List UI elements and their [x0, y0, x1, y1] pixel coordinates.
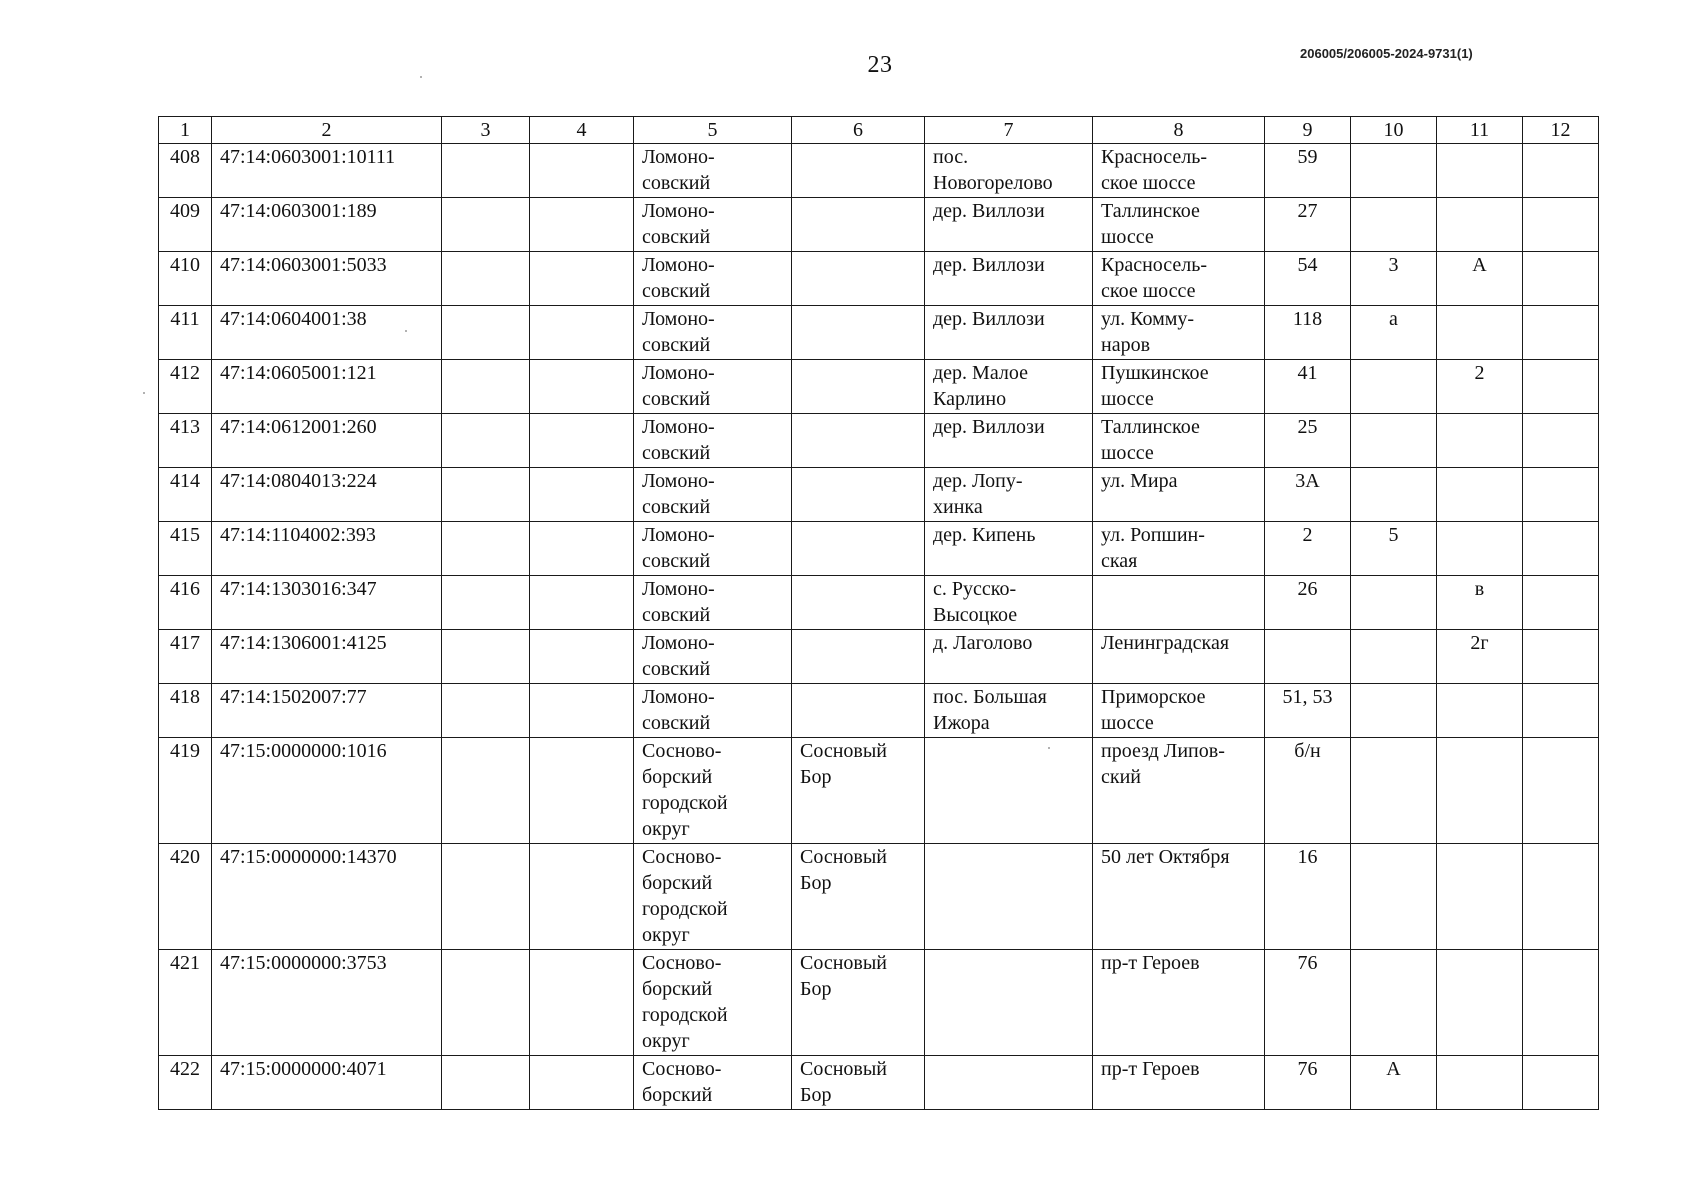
column-4-cell [530, 1056, 634, 1110]
column-header-6: 6 [792, 117, 925, 144]
cell-line: борский [642, 766, 713, 788]
cell-line: Приморское [1101, 686, 1206, 708]
house-number-cell: 76 [1265, 1056, 1351, 1110]
row-number-cell: 420 [159, 844, 212, 950]
column-3-cell [442, 306, 530, 360]
cadastral-number-cell: 47:15:0000000:1016 [212, 738, 442, 844]
cell-line: совский [642, 334, 711, 356]
column-header-11: 11 [1437, 117, 1523, 144]
structure-cell [1437, 414, 1523, 468]
column-header-2: 2 [212, 117, 442, 144]
column-12-cell [1523, 360, 1599, 414]
building-cell: 5 [1351, 522, 1437, 576]
cell-line: Ломоно- [642, 632, 715, 654]
locality-cell [925, 144, 1093, 198]
cell-line: Ломоно- [642, 524, 715, 546]
table-row [159, 1056, 1599, 1110]
table-row [159, 198, 1599, 252]
street-cell [1093, 576, 1265, 630]
street-cell [1093, 360, 1265, 414]
column-3-cell [442, 844, 530, 950]
structure-cell: А [1437, 252, 1523, 306]
locality-cell [925, 360, 1093, 414]
column-12-cell [1523, 306, 1599, 360]
street-cell [1093, 950, 1265, 1056]
municipal-district-cell [634, 630, 792, 684]
street-cell [1093, 1056, 1265, 1110]
building-cell [1351, 198, 1437, 252]
structure-cell [1437, 306, 1523, 360]
column-12-cell [1523, 198, 1599, 252]
cell-line: пос. Большая [933, 686, 1047, 708]
house-number-cell: 59 [1265, 144, 1351, 198]
cell-line: ул. Комму- [1101, 308, 1195, 330]
municipal-district-cell [634, 468, 792, 522]
table-row [159, 684, 1599, 738]
street-cell [1093, 630, 1265, 684]
table-row [159, 144, 1599, 198]
cell-line: Ломоно- [642, 470, 715, 492]
cell-line: пр-т Героев [1101, 952, 1200, 974]
cell-line: ское шоссе [1101, 172, 1196, 194]
cadastral-number-cell: 47:14:0605001:121 [212, 360, 442, 414]
cell-line: совский [642, 442, 711, 464]
street-cell [1093, 738, 1265, 844]
locality-cell [925, 306, 1093, 360]
cell-line: ский [1101, 766, 1141, 788]
cell-line: шоссе [1101, 226, 1154, 248]
cadastral-number-cell: 47:14:0603001:5033 [212, 252, 442, 306]
cell-line: Сосновый [800, 740, 888, 762]
row-number-cell: 415 [159, 522, 212, 576]
house-number-cell: 27 [1265, 198, 1351, 252]
cell-line: пос. [933, 146, 969, 168]
cell-line: хинка [933, 496, 983, 518]
municipal-district-cell [634, 950, 792, 1056]
cell-line: Сосновый [800, 846, 888, 868]
building-cell [1351, 844, 1437, 950]
municipal-district-cell [634, 360, 792, 414]
municipal-district-cell [634, 684, 792, 738]
column-12-cell [1523, 468, 1599, 522]
street-cell [1093, 468, 1265, 522]
table-row [159, 252, 1599, 306]
cell-line: ское шоссе [1101, 280, 1196, 302]
cell-line: Ломоно- [642, 254, 715, 276]
cell-line: совский [642, 280, 711, 302]
column-4-cell [530, 522, 634, 576]
cell-line: дер. Виллози [933, 308, 1045, 330]
structure-cell [1437, 738, 1523, 844]
structure-cell [1437, 468, 1523, 522]
locality-cell [925, 630, 1093, 684]
table-row [159, 414, 1599, 468]
street-cell [1093, 844, 1265, 950]
locality-cell [925, 950, 1093, 1056]
column-12-cell [1523, 522, 1599, 576]
cell-line: совский [642, 226, 711, 248]
locality-cell [925, 844, 1093, 950]
cell-line: Ломоно- [642, 200, 715, 222]
table-row [159, 306, 1599, 360]
cell-line: ская [1101, 550, 1138, 572]
cell-line: Новогорелово [933, 172, 1053, 194]
settlement-cell [792, 684, 925, 738]
cell-line: Сосново- [642, 846, 722, 868]
cell-line: Красносель- [1101, 254, 1208, 276]
column-header-row [159, 117, 1599, 144]
column-4-cell [530, 950, 634, 1056]
municipal-district-cell [634, 522, 792, 576]
street-cell [1093, 522, 1265, 576]
cell-line: борский [642, 872, 713, 894]
column-3-cell [442, 950, 530, 1056]
cell-line: дер. Лопу- [933, 470, 1023, 492]
municipal-district-cell [634, 738, 792, 844]
cell-line: Ижора [933, 712, 990, 734]
column-4-cell [530, 738, 634, 844]
column-header-9: 9 [1265, 117, 1351, 144]
house-number-cell: 25 [1265, 414, 1351, 468]
row-number-cell: 419 [159, 738, 212, 844]
house-number-cell: б/н [1265, 738, 1351, 844]
column-12-cell [1523, 684, 1599, 738]
locality-cell [925, 198, 1093, 252]
row-number-cell: 408 [159, 144, 212, 198]
column-3-cell [442, 360, 530, 414]
cell-line: Сосновый [800, 1058, 888, 1080]
cell-line: совский [642, 658, 711, 680]
building-cell [1351, 630, 1437, 684]
building-cell [1351, 144, 1437, 198]
column-12-cell [1523, 1056, 1599, 1110]
cell-line: Сосново- [642, 1058, 722, 1080]
row-number-cell: 413 [159, 414, 212, 468]
building-cell: а [1351, 306, 1437, 360]
cell-line: Высоцкое [933, 604, 1018, 626]
settlement-cell [792, 144, 925, 198]
structure-cell: 2 [1437, 360, 1523, 414]
settlement-cell [792, 738, 925, 844]
column-header-10: 10 [1351, 117, 1437, 144]
row-number-cell: 418 [159, 684, 212, 738]
cell-line: борский [642, 1084, 713, 1106]
column-4-cell [530, 414, 634, 468]
cell-line: Ломоно- [642, 362, 715, 384]
cell-line: 50 лет Октября [1101, 846, 1230, 868]
cadastral-number-cell: 47:14:0603001:189 [212, 198, 442, 252]
settlement-cell [792, 630, 925, 684]
column-4-cell [530, 306, 634, 360]
scan-speck [143, 392, 145, 394]
row-number-cell: 410 [159, 252, 212, 306]
municipal-district-cell [634, 144, 792, 198]
cadastral-number-cell: 47:14:0604001:38 [212, 306, 442, 360]
cell-line: шоссе [1101, 442, 1154, 464]
cell-line: городской [642, 1004, 728, 1026]
settlement-cell [792, 522, 925, 576]
cell-line: ул. Ропшин- [1101, 524, 1205, 546]
column-4-cell [530, 144, 634, 198]
cell-line: Карлино [933, 388, 1007, 410]
row-number-cell: 421 [159, 950, 212, 1056]
cell-line: Сосново- [642, 740, 722, 762]
cell-line: Бор [800, 872, 832, 894]
structure-cell: в [1437, 576, 1523, 630]
cell-line: городской [642, 792, 728, 814]
column-3-cell [442, 252, 530, 306]
house-number-cell: 54 [1265, 252, 1351, 306]
structure-cell [1437, 198, 1523, 252]
column-3-cell [442, 738, 530, 844]
structure-cell [1437, 684, 1523, 738]
cell-line: округ [642, 818, 690, 840]
house-number-cell: 76 [1265, 950, 1351, 1056]
row-number-cell: 416 [159, 576, 212, 630]
cell-line: Ломоно- [642, 146, 715, 168]
column-4-cell [530, 252, 634, 306]
row-number-cell: 409 [159, 198, 212, 252]
column-3-cell [442, 468, 530, 522]
cell-line: совский [642, 604, 711, 626]
house-number-cell [1265, 630, 1351, 684]
column-header-3: 3 [442, 117, 530, 144]
settlement-cell [792, 198, 925, 252]
house-number-cell: 51, 53 [1265, 684, 1351, 738]
locality-cell [925, 684, 1093, 738]
structure-cell [1437, 950, 1523, 1056]
cell-line: Ломоно- [642, 308, 715, 330]
cell-line: Сосново- [642, 952, 722, 974]
structure-cell [1437, 1056, 1523, 1110]
table-row [159, 844, 1599, 950]
municipal-district-cell [634, 252, 792, 306]
locality-cell [925, 414, 1093, 468]
street-cell [1093, 684, 1265, 738]
column-header-5: 5 [634, 117, 792, 144]
table-row [159, 950, 1599, 1056]
table-row [159, 522, 1599, 576]
settlement-cell [792, 360, 925, 414]
structure-cell [1437, 522, 1523, 576]
cell-line: дер. Виллози [933, 200, 1045, 222]
column-4-cell [530, 360, 634, 414]
settlement-cell [792, 468, 925, 522]
cell-line: совский [642, 550, 711, 572]
row-number-cell: 414 [159, 468, 212, 522]
column-12-cell [1523, 144, 1599, 198]
cell-line: проезд Липов- [1101, 740, 1225, 762]
house-number-cell: 2 [1265, 522, 1351, 576]
settlement-cell [792, 306, 925, 360]
table-row [159, 468, 1599, 522]
table-row [159, 360, 1599, 414]
cell-line: Ленинградская [1101, 632, 1230, 654]
locality-cell [925, 468, 1093, 522]
column-4-cell [530, 684, 634, 738]
column-12-cell [1523, 844, 1599, 950]
column-12-cell [1523, 738, 1599, 844]
cell-line: совский [642, 712, 711, 734]
cell-line: Ломоно- [642, 686, 715, 708]
column-12-cell [1523, 950, 1599, 1056]
row-number-cell: 412 [159, 360, 212, 414]
cell-line: Пушкинское [1101, 362, 1209, 384]
row-number-cell: 417 [159, 630, 212, 684]
cadastral-number-cell: 47:14:0603001:10111 [212, 144, 442, 198]
house-number-cell: 3А [1265, 468, 1351, 522]
cell-line: Бор [800, 1084, 832, 1106]
column-12-cell [1523, 630, 1599, 684]
cell-line: шоссе [1101, 712, 1154, 734]
row-number-cell: 411 [159, 306, 212, 360]
column-12-cell [1523, 414, 1599, 468]
municipal-district-cell [634, 844, 792, 950]
scan-speck [420, 76, 422, 78]
cell-line: совский [642, 388, 711, 410]
cadastral-number-cell: 47:14:1303016:347 [212, 576, 442, 630]
cell-line: Ломоно- [642, 578, 715, 600]
cadastral-number-cell: 47:14:0804013:224 [212, 468, 442, 522]
municipal-district-cell [634, 306, 792, 360]
cadastral-number-cell: 47:15:0000000:4071 [212, 1056, 442, 1110]
column-header-7: 7 [925, 117, 1093, 144]
house-number-cell: 118 [1265, 306, 1351, 360]
column-header-12: 12 [1523, 117, 1599, 144]
cell-line: шоссе [1101, 388, 1154, 410]
locality-cell [925, 522, 1093, 576]
row-number-cell: 422 [159, 1056, 212, 1110]
cadastral-number-cell: 47:15:0000000:3753 [212, 950, 442, 1056]
column-3-cell [442, 576, 530, 630]
locality-cell [925, 1056, 1093, 1110]
cell-line: пр-т Героев [1101, 1058, 1200, 1080]
cell-line: дер. Кипень [933, 524, 1036, 546]
cadastral-number-cell: 47:14:0612001:260 [212, 414, 442, 468]
column-header-1: 1 [159, 117, 212, 144]
cell-line: Бор [800, 978, 832, 1000]
page-number: 23 [867, 52, 893, 78]
street-cell [1093, 306, 1265, 360]
settlement-cell [792, 414, 925, 468]
locality-cell [925, 252, 1093, 306]
building-cell: 3 [1351, 252, 1437, 306]
column-header-4: 4 [530, 117, 634, 144]
settlement-cell [792, 252, 925, 306]
column-4-cell [530, 576, 634, 630]
locality-cell [925, 576, 1093, 630]
column-4-cell [530, 468, 634, 522]
cell-line: ул. Мира [1101, 470, 1178, 492]
house-number-cell: 16 [1265, 844, 1351, 950]
column-3-cell [442, 1056, 530, 1110]
building-cell [1351, 576, 1437, 630]
street-cell [1093, 252, 1265, 306]
cell-line: д. Лаголово [933, 632, 1033, 654]
column-header-8: 8 [1093, 117, 1265, 144]
column-12-cell [1523, 252, 1599, 306]
column-4-cell [530, 844, 634, 950]
table-row [159, 576, 1599, 630]
building-cell: А [1351, 1056, 1437, 1110]
settlement-cell [792, 576, 925, 630]
house-number-cell: 26 [1265, 576, 1351, 630]
structure-cell: 2г [1437, 630, 1523, 684]
cell-line: дер. Малое [933, 362, 1028, 384]
street-cell [1093, 144, 1265, 198]
cadastral-number-cell: 47:14:1104002:393 [212, 522, 442, 576]
column-3-cell [442, 144, 530, 198]
structure-cell [1437, 844, 1523, 950]
building-cell [1351, 738, 1437, 844]
municipal-district-cell [634, 198, 792, 252]
registry-table [158, 116, 1599, 1110]
column-3-cell [442, 630, 530, 684]
column-3-cell [442, 198, 530, 252]
cell-line: округ [642, 1030, 690, 1052]
cell-line: Бор [800, 766, 832, 788]
cell-line: городской [642, 898, 728, 920]
building-cell [1351, 684, 1437, 738]
municipal-district-cell [634, 414, 792, 468]
cell-line: совский [642, 172, 711, 194]
column-4-cell [530, 198, 634, 252]
cell-line: дер. Виллози [933, 416, 1045, 438]
column-12-cell [1523, 576, 1599, 630]
cell-line: Таллинское [1101, 416, 1200, 438]
settlement-cell [792, 1056, 925, 1110]
building-cell [1351, 950, 1437, 1056]
cell-line: борский [642, 978, 713, 1000]
cell-line: Сосновый [800, 952, 888, 974]
table-row [159, 630, 1599, 684]
cell-line: дер. Виллози [933, 254, 1045, 276]
cell-line: совский [642, 496, 711, 518]
municipal-district-cell [634, 576, 792, 630]
street-cell [1093, 414, 1265, 468]
structure-cell [1437, 144, 1523, 198]
cell-line: Таллинское [1101, 200, 1200, 222]
document-id: 206005/206005-2024-9731(1) [1300, 46, 1473, 61]
cell-line: Красносель- [1101, 146, 1208, 168]
settlement-cell [792, 950, 925, 1056]
column-3-cell [442, 522, 530, 576]
cadastral-number-cell: 47:15:0000000:14370 [212, 844, 442, 950]
column-4-cell [530, 630, 634, 684]
column-3-cell [442, 684, 530, 738]
locality-cell [925, 738, 1093, 844]
settlement-cell [792, 844, 925, 950]
house-number-cell: 41 [1265, 360, 1351, 414]
municipal-district-cell [634, 1056, 792, 1110]
cell-line: наров [1101, 334, 1151, 356]
cell-line: Ломоно- [642, 416, 715, 438]
cadastral-number-cell: 47:14:1502007:77 [212, 684, 442, 738]
cell-line: округ [642, 924, 690, 946]
street-cell [1093, 198, 1265, 252]
building-cell [1351, 414, 1437, 468]
table-row [159, 738, 1599, 844]
building-cell [1351, 468, 1437, 522]
building-cell [1351, 360, 1437, 414]
cell-line: с. Русско- [933, 578, 1017, 600]
column-3-cell [442, 414, 530, 468]
cadastral-number-cell: 47:14:1306001:4125 [212, 630, 442, 684]
